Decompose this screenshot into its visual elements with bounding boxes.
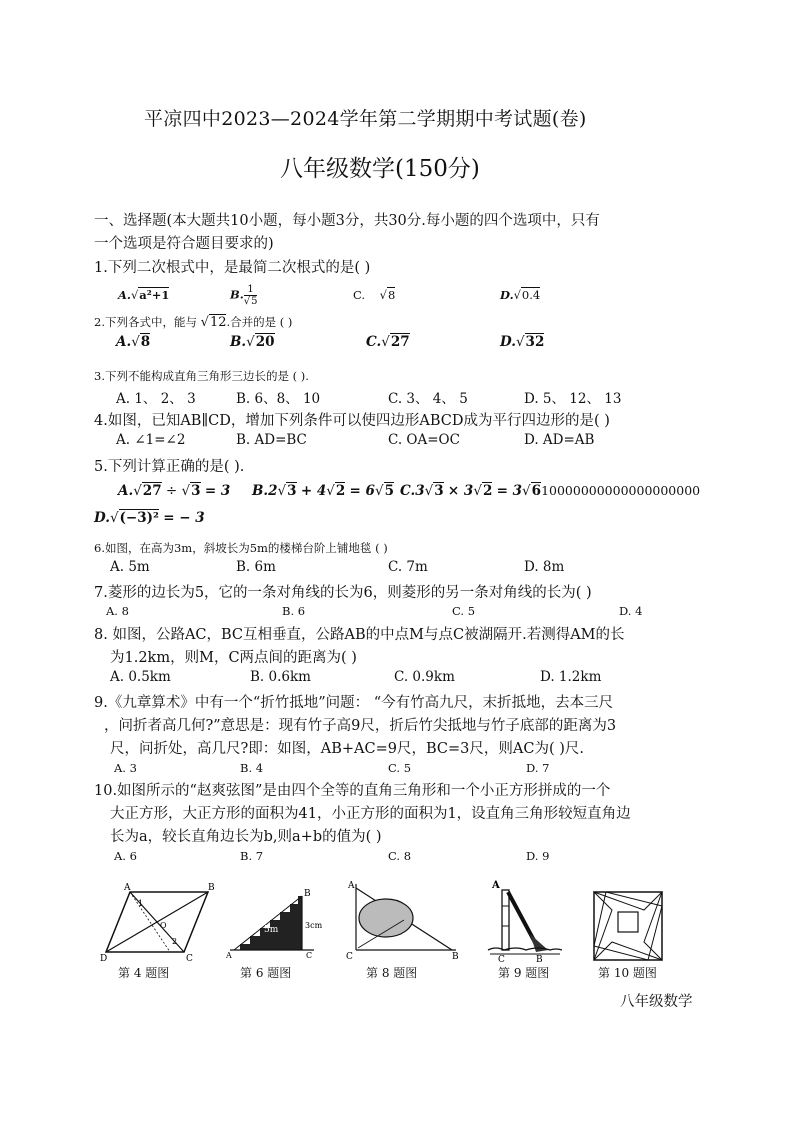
q5-option-d[interactable]: D.√(−3)² = − 3 xyxy=(94,510,205,526)
fig4-label-d: D xyxy=(100,954,108,962)
fig6-label-c: C xyxy=(306,951,313,960)
radical-sign: √ xyxy=(515,334,525,350)
q4-option-b[interactable]: B. AD=BC xyxy=(236,432,307,448)
fig6-label-slope: 5m xyxy=(264,925,279,935)
q1-option-d[interactable] xyxy=(500,288,540,302)
q3-option-a[interactable]: A. 1、 2、 3 xyxy=(116,391,196,407)
q10-option-a[interactable]: A. 6 xyxy=(114,849,137,863)
q5-a-prefix: A. xyxy=(118,483,134,499)
q2-b-radicand: 20 xyxy=(255,334,275,350)
q3-option-c[interactable]: C. 3、 4、 5 xyxy=(388,391,468,407)
q2-option-d[interactable] xyxy=(500,334,544,350)
q8-option-d[interactable]: D. 1.2km xyxy=(540,669,602,685)
fig9-caption: 第 9 题图 xyxy=(498,966,550,980)
q1-d-radicand: 0.4 xyxy=(521,288,541,302)
q5-d-prefix: D. xyxy=(94,510,110,526)
q5-c-eq: = 3 xyxy=(496,483,523,499)
fig6-label-b: B xyxy=(304,889,311,899)
q8-option-a[interactable]: A. 0.5km xyxy=(110,669,171,685)
q2-option-b[interactable] xyxy=(230,334,275,350)
q9-option-d[interactable]: D. 7 xyxy=(526,761,550,775)
q5-c-trailing-digits: 10000000000000000000 xyxy=(541,483,701,498)
q5-c-rad3: 6 xyxy=(531,483,542,499)
q9-option-a[interactable]: A. 3 xyxy=(114,761,137,775)
q1-a-prefix: A. xyxy=(118,288,131,302)
q2-option-c[interactable] xyxy=(366,334,410,350)
q2-d-prefix: D. xyxy=(500,334,516,350)
q2-stem-pre: 2.下列各式中，能与 xyxy=(94,315,197,329)
q3-option-b[interactable]: B. 6、8、 10 xyxy=(236,391,321,407)
q5-c-rad2: 2 xyxy=(482,483,493,499)
q5-b-op: + 4 xyxy=(300,483,327,499)
q6-option-a[interactable]: A. 5m xyxy=(110,559,150,575)
fig6-label-a: A xyxy=(226,951,232,960)
figure-q4 xyxy=(100,880,220,962)
q1-d-prefix: D. xyxy=(500,288,514,302)
q2-stem-radicand: 12 xyxy=(209,315,227,330)
q8-stem-line1: 8. 如图，公路AC，BC互相垂直，公路AB的中点M与点C被湖隔开.若测得AM的长 xyxy=(94,627,625,643)
fig9-label-b: B xyxy=(536,955,543,962)
q1-option-c[interactable] xyxy=(353,288,395,302)
fig8-label-b: B xyxy=(452,952,459,960)
q5-b-rad3: 5 xyxy=(384,483,394,499)
figure-q6 xyxy=(226,888,326,960)
q6-stem: 6.如图，在高为3m，斜坡长为5m的楼梯台阶上铺地毯 ( ) xyxy=(94,541,388,555)
q5-option-b[interactable]: B.2√3 + 4√2 = 6√5 xyxy=(252,483,394,499)
q10-stem-line1: 10.如图所示的“赵爽弦图”是由四个全等的直角三角形和一个小正方形拼成的一个 xyxy=(94,783,611,799)
q1-option-b[interactable]: B. $\frac{1}{√5}$ xyxy=(230,284,258,307)
q2-stem-post: .合并的是 ( ) xyxy=(226,315,293,329)
q2-option-a[interactable] xyxy=(116,334,150,350)
q6-option-c[interactable]: C. 7m xyxy=(388,559,428,575)
q1-b-numerator: 1 xyxy=(244,284,258,296)
q5-option-c[interactable]: C.3√3 × 3√2 = 3√610000000000000000000 xyxy=(400,483,701,499)
fig10-caption: 第 10 题图 xyxy=(598,966,657,980)
footer-label: 八年级数学 xyxy=(620,994,693,1010)
q1-b-prefix: B. xyxy=(230,287,244,302)
q5-a-rad1: 27 xyxy=(142,483,162,499)
q5-b-rad2: 2 xyxy=(335,483,346,499)
q5-d-result: = − 3 xyxy=(163,510,205,526)
q9-option-b[interactable]: B. 4 xyxy=(240,761,264,775)
q5-b-rad1: 3 xyxy=(287,483,297,499)
q10-option-c[interactable]: C. 8 xyxy=(388,849,412,863)
q10-option-b[interactable]: B. 7 xyxy=(240,849,264,863)
q7-option-b[interactable]: B. 6 xyxy=(282,604,306,618)
radical-sign: √ xyxy=(131,334,140,350)
q5-c-op: × 3 xyxy=(447,483,474,499)
q4-option-a[interactable]: A. ∠1=∠2 xyxy=(116,432,186,448)
q6-option-b[interactable]: B. 6m xyxy=(236,559,276,575)
q1-stem: 1.下列二次根式中，是最简二次根式的是( ) xyxy=(94,260,371,276)
q5-c-prefix: C.3 xyxy=(400,483,425,499)
q3-option-d[interactable]: D. 5、 12、 13 xyxy=(524,391,622,407)
q5-a-rad2: 3 xyxy=(191,483,201,499)
q9-stem-line3: 尺，问折处，高几尺?即：如图，AB+AC=9尺，BC=3尺，则AC为( )尺. xyxy=(110,741,584,757)
figure-q10 xyxy=(592,890,664,962)
q1-a-radicand: a²+1 xyxy=(139,288,170,302)
q5-stem: 5.下列计算正确的是( ). xyxy=(94,459,245,475)
fig8-label-a: A xyxy=(348,881,355,891)
q5-option-a[interactable]: A.√27 ÷ √3 = 3 xyxy=(118,483,231,499)
q5-d-radicand: (−3)² xyxy=(119,510,159,526)
fig4-label-b: B xyxy=(208,883,215,893)
radical-sign: √ xyxy=(130,288,139,302)
subject-title: 八年级数学(150分) xyxy=(280,156,480,182)
q9-option-c[interactable]: C. 5 xyxy=(388,761,412,775)
figure-q9 xyxy=(486,876,566,962)
q1-c-radicand: 8 xyxy=(388,288,396,302)
q5-a-result: = 3 xyxy=(204,483,231,499)
q2-stem: 2.下列各式中，能与 √12.合并的是 ( ) xyxy=(94,315,293,330)
q2-d-radicand: 32 xyxy=(525,334,545,350)
q2-c-prefix: C. xyxy=(366,334,382,350)
q9-stem-line2: ，问折者高几何?”意思是：现有竹子高9尺，折后竹尖抵地与竹子底部的距离为3 xyxy=(104,718,617,734)
q9-stem-line1: 9.《九章算术》中有一个“折竹抵地”问题： “今有竹高九尺，末折抵地，去本三尺 xyxy=(94,695,614,711)
q5-b-prefix: B.2 xyxy=(252,483,278,499)
fig4-label-2: 2 xyxy=(172,937,178,946)
q8-option-c[interactable]: C. 0.9km xyxy=(394,669,455,685)
q4-stem: 4.如图，已知AB∥CD，增加下列条件可以使四边形ABCD成为平行四边形的是( ) xyxy=(94,413,610,429)
radical-sign: √ xyxy=(246,334,255,350)
q8-stem-line2: 为1.2km，则M，C两点间的距离为( ) xyxy=(110,650,357,666)
q4-option-d[interactable]: D. AD=AB xyxy=(524,432,595,448)
fig9-label-a: A xyxy=(492,880,500,891)
q8-option-b[interactable]: B. 0.6km xyxy=(250,669,311,685)
q6-option-d[interactable]: D. 8m xyxy=(524,559,565,575)
fig4-caption: 第 4 题图 xyxy=(118,966,170,980)
fig4-label-a: A xyxy=(124,883,131,893)
q10-option-d[interactable]: D. 9 xyxy=(526,849,550,863)
radical-sign: √ xyxy=(513,288,521,302)
fig6-caption: 第 6 题图 xyxy=(240,966,292,980)
q7-option-a[interactable]: A. 8 xyxy=(106,604,129,618)
radical-sign: √ xyxy=(379,288,387,302)
q2-b-prefix: B. xyxy=(230,334,247,350)
q5-a-op: ÷ xyxy=(165,483,178,499)
radical-sign: √ xyxy=(381,334,390,350)
section-heading-line2: 一个选项是符合题目要求的) xyxy=(94,236,274,252)
fig4-label-o: O xyxy=(160,921,167,930)
q1-c-prefix: C. xyxy=(353,288,366,302)
q7-option-c[interactable]: C. 5 xyxy=(452,604,476,618)
q7-stem: 7.菱形的边长为5，它的一条对角线的长为6，则菱形的另一条对角线的长为( ) xyxy=(94,585,592,601)
section-heading-line1: 一、选择题(本大题共10小题，每小题3分，共30分.每小题的四个选项中，只有 xyxy=(94,213,600,229)
fig8-label-c: C xyxy=(346,952,353,960)
q1-b-denominator: 5 xyxy=(251,296,258,307)
q10-stem-line3: 长为a，较长直角边长为b,则a+b的值为( ) xyxy=(110,829,382,845)
fig9-label-c: C xyxy=(498,955,505,962)
figure-q8 xyxy=(344,880,464,960)
fig6-label-height: 3cm xyxy=(305,921,323,930)
q7-option-d[interactable]: D. 4 xyxy=(619,604,643,618)
q2-a-radicand: 8 xyxy=(140,334,151,350)
q2-c-radicand: 27 xyxy=(390,334,410,350)
q5-c-rad1: 3 xyxy=(434,483,444,499)
fig4-label-1: 1 xyxy=(138,899,144,908)
q3-stem: 3.下列不能构成直角三角形三边长的是 ( ). xyxy=(94,369,309,383)
q2-a-prefix: A. xyxy=(116,334,132,350)
q10-stem-line2: 大正方形，大正方形的面积为41，小正方形的面积为1，设直角三角形较短直角边 xyxy=(110,806,631,822)
exam-title: 平凉四中2023—2024学年第二学期期中考试题(卷) xyxy=(144,108,587,130)
fig4-label-c: C xyxy=(186,954,193,962)
q5-b-eq: = 6 xyxy=(349,483,375,499)
fig8-caption: 第 8 题图 xyxy=(366,966,418,980)
q1-option-a[interactable] xyxy=(118,288,169,302)
q4-option-c[interactable]: C. OA=OC xyxy=(388,432,460,448)
